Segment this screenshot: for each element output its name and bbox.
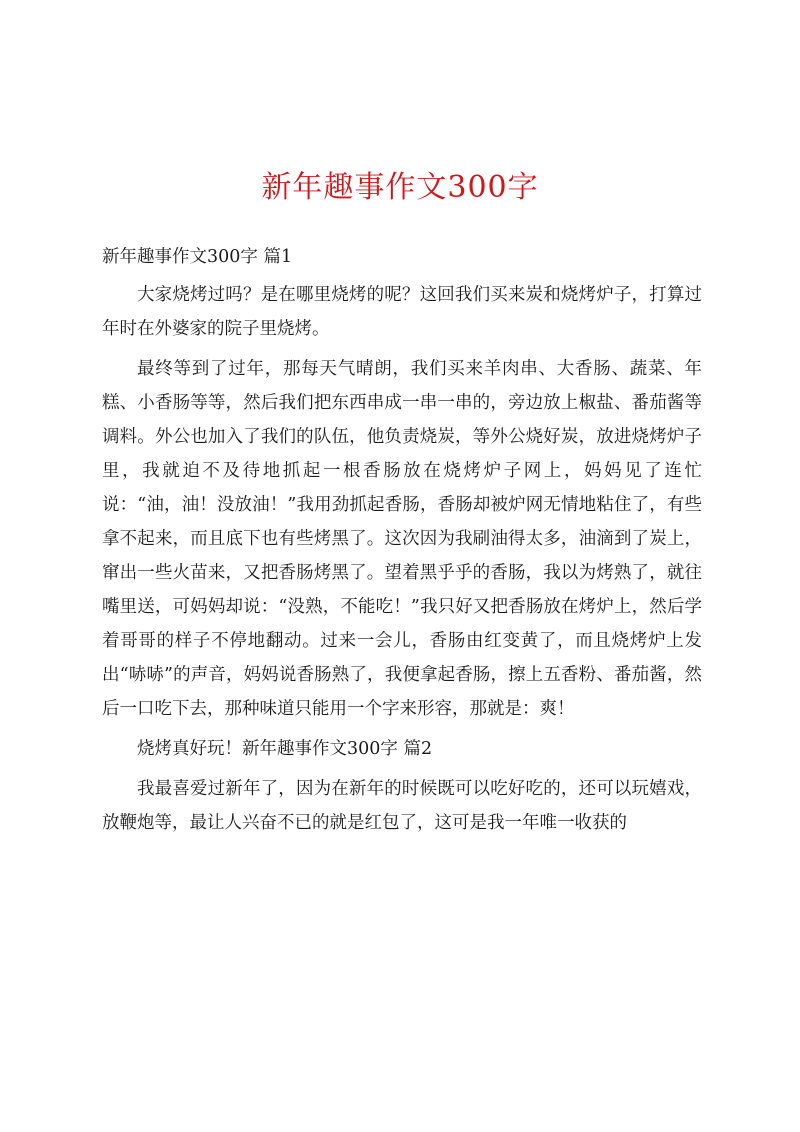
document-title: 新年趣事作文300字 [261,170,539,205]
section-heading-1: 新年趣事作文300字 篇1 [102,247,293,267]
paragraph: 大家烧烤过吗？是在哪里烧烤的呢？这回我们买来炭和烧烤炉子，打算过年时在外婆家的院子里烧烤。 [102,285,702,339]
paragraph: 我最喜爱过新年了，因为在新年的时候既可以吃好吃的，还可以玩嬉戏，放鞭炮等，最让人兴奋不已的就是红包了，这可是我一年唯一收获的 [102,779,702,833]
paragraph: 最终等到了过年，那每天气晴朗，我们买来羊肉串、大香肠、蔬菜、年糕、小香肠等等，然后我们把东西串成一串一串的，旁边放上椒盐、番茄酱等调料。外公也加入了我们的队伍，他负责烧炭，等外公烧好炭，放进烧烤炉子里，我就迫不及待地抓起一根香肠放在烧烤炉子网上，妈妈见了连忙说：“油，油！没放油！”我用劲抓起香肠，香肠却被炉网无情地粘住了，有些拿不起来，而且底下也有些烤黑了。这次因为我刷油得太多，油滴到了炭上，窜出一些火苗来，又把香肠烤黑了。望着黑乎乎的香肠，我以为烤熟了，就往嘴里送，可妈妈却说：“没熟，不能吃！”我只好又把香肠放在烤炉上，然后学着哥哥的样子不停地翻动。过来一会儿，香肠由红变黄了，而且烧烤炉上发出“哧哧”的声音，妈妈说香肠熟了，我便拿起香肠，擦上五香粉、番茄酱，然后一口吃下去，那种味道只能用一个字来形容，那就是：爽！ [102,359,702,719]
section-heading-2: 烧烤真好玩！新年趣事作文300字 篇2 [137,739,433,759]
document-body [102,240,702,846]
